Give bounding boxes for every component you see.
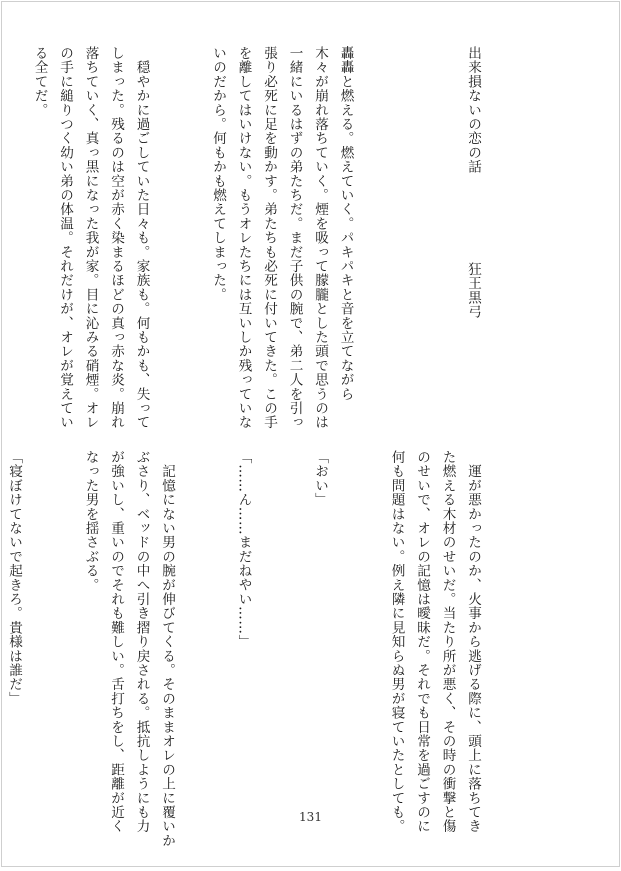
story-title: 出来損ないの恋の話 xyxy=(465,46,481,174)
dialogue-line: 「おい」 xyxy=(312,450,328,507)
title-line xyxy=(460,46,486,378)
book-page xyxy=(1,1,620,867)
paragraph: 轟轟と燃える。燃えていく。パキパキと音を立てながら 木々が崩れ落ちていく。煙を吸って朦朧とした頭で思うのは 一緒にいるはずの弟たちだ。まだ子供の腕で、弟二人を引っ 張り必死に足を動かす。弟たちも必死に付いてきた。この手 を離してはいけない。もうオレたちには互いしか残っていな いのだから。何もかも燃えてしまった。 xyxy=(210,46,354,430)
paragraph: 穏やかに過ごしていた日々も。家族も。何もかも、失って しまった。残るのは空が赤く染まるほどの真っ赤な炎。崩れ 落ちていく、真っ黒になった我が家。目に沁みる硝煙。オレ の手に縋りつく幼い弟の体温。それだけが、オレが覚えてい る全てだ。 xyxy=(31,46,150,430)
top-text-column xyxy=(31,46,536,430)
dialogue-line: 「……ん……まだねやい……」 xyxy=(235,450,252,649)
author-name: 狂王黒弓 xyxy=(465,262,481,320)
paragraph: 記憶にない男の腕が伸びてくる。そのままオレの上に覆いか ぶさり、ベッドの中へ引き摺り戻される。抵抗しようにも力 が強いし、重いのでそれも難しい。舌打ちをし、距離が近く なった男を揺さぶる。 xyxy=(82,450,175,848)
dialogue-line: 「寝ぼけてないで起きろ。貴様は誰だ」 xyxy=(6,450,22,706)
page-number: 131 xyxy=(299,810,322,824)
paragraph: 運が悪かったのか、火事から逃げる際に、頭上に落ちてき た燃える木材のせいだ。当たり所が悪く、その時の衝撃と傷 のせいで、オレの記憶は曖昧だ。それでも日常を過ごすのに 何も問題はない。例え隣に見知らぬ男が寝ていたとしても。 xyxy=(388,450,481,834)
